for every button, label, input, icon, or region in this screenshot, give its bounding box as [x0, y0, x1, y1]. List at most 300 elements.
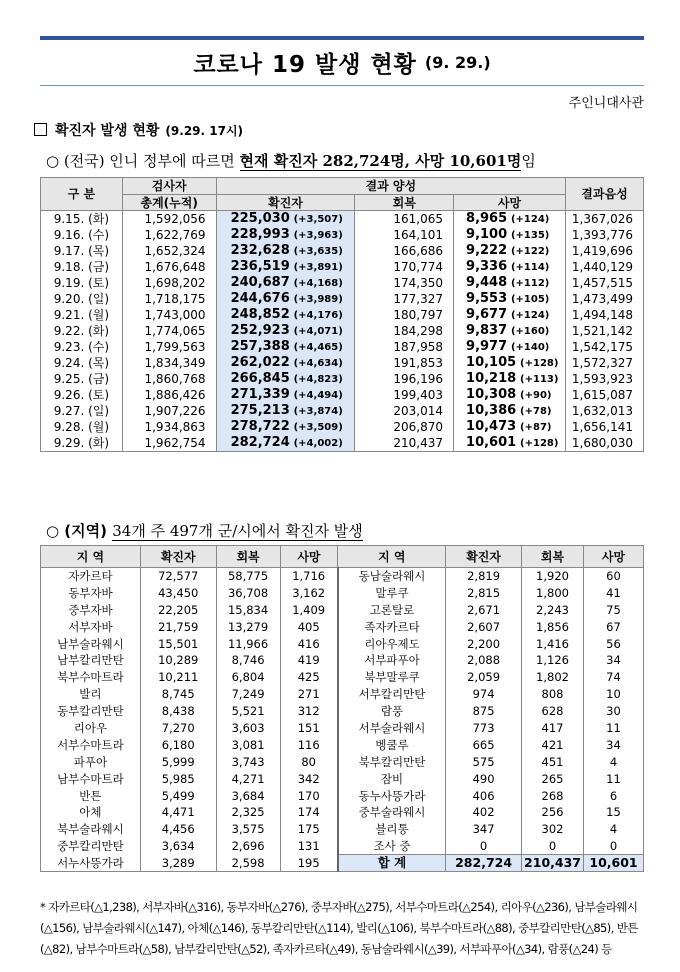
deaths-delta: (+113) [520, 374, 559, 385]
confirmed-delta: (+3,635) [293, 246, 343, 257]
negative-cell: 1,440,129 [565, 259, 643, 275]
region-cell: 425 [280, 669, 338, 686]
recovered-cell: 166,686 [355, 243, 454, 259]
negative-cell: 1,457,515 [565, 275, 643, 291]
report-title-box [40, 36, 644, 86]
deaths-cell [454, 387, 566, 403]
confirmed-value: 244,676 [230, 291, 290, 306]
table-row [41, 227, 644, 243]
table-row [41, 652, 644, 669]
national-stats-table [40, 177, 644, 452]
table-row [41, 601, 644, 618]
region-cell: 30 [584, 703, 644, 720]
region-cell: 동부자바 [41, 584, 141, 601]
deaths-value: 10,386 [466, 403, 517, 418]
deaths-delta: (+135) [510, 230, 550, 241]
region-cell: 175 [280, 821, 338, 838]
region-cell: 벵쿨루 [338, 736, 446, 753]
region-cell: 4 [584, 821, 644, 838]
region-cell: 11 [584, 770, 644, 787]
region-cell: 발리 [41, 686, 141, 703]
region-cell: 116 [280, 736, 338, 753]
region-cell: 875 [446, 703, 522, 720]
deaths-value: 10,105 [466, 355, 517, 370]
recovered-cell: 164,101 [355, 227, 454, 243]
region-cell: 북부술라웨시 [41, 821, 141, 838]
region-cell: 15 [584, 804, 644, 821]
region-cell: 동누사뜽가라 [338, 787, 446, 804]
confirmed-cell [216, 307, 355, 323]
table-row [41, 720, 644, 737]
deaths-cell [454, 339, 566, 355]
national-stats-body [41, 211, 644, 452]
confirmed-cell [216, 243, 355, 259]
date-cell: 9.23. (수) [41, 339, 123, 355]
region-cell: 남부수마트라 [41, 770, 141, 787]
deaths-delta: (+124) [510, 310, 550, 321]
negative-cell: 1,656,141 [565, 419, 643, 435]
tested-cell: 1,860,768 [122, 371, 216, 387]
negative-cell: 1,419,696 [565, 243, 643, 259]
region-cell: 15,834 [216, 601, 280, 618]
deaths-value: 9,553 [466, 291, 508, 306]
tested-cell: 1,676,648 [122, 259, 216, 275]
deaths-delta: (+124) [510, 214, 550, 225]
confirmed-value: 252,923 [230, 323, 290, 338]
date-cell: 9.25. (금) [41, 371, 123, 387]
region-cell: 남부술라웨시 [41, 635, 141, 652]
recovered-cell: 180,797 [355, 307, 454, 323]
table-row [41, 275, 644, 291]
region-cell: 628 [522, 703, 584, 720]
region-cell: 남부칼리만탄 [41, 652, 141, 669]
region-cell: 1,856 [522, 618, 584, 635]
total-cell: 합 계 [338, 855, 446, 872]
confirmed-cell [216, 435, 355, 452]
region-cell: 5,521 [216, 703, 280, 720]
deaths-delta: (+90) [520, 390, 552, 401]
region-cell: 3,743 [216, 753, 280, 770]
region-cell: 151 [280, 720, 338, 737]
region-cell: 256 [522, 804, 584, 821]
national-summary [46, 150, 536, 171]
tested-cell: 1,652,324 [122, 243, 216, 259]
date-cell: 9.18. (금) [41, 259, 123, 275]
region-cell: 174 [280, 804, 338, 821]
region-cell: 1,802 [522, 669, 584, 686]
region-cell: 34 [584, 736, 644, 753]
deaths-cell [454, 307, 566, 323]
confirmed-delta: (+4,002) [293, 438, 343, 449]
region-cell: 1,409 [280, 601, 338, 618]
region-cell: 리아우 [41, 720, 141, 737]
region-cell: 22,205 [140, 601, 216, 618]
recovered-cell: 187,958 [355, 339, 454, 355]
region-cell: 서부술라웨시 [338, 720, 446, 737]
region-cell: 347 [446, 821, 522, 838]
regional-stats-table [40, 545, 644, 872]
table-row [41, 635, 644, 652]
region-cell: 36,708 [216, 584, 280, 601]
region-cell: 773 [446, 720, 522, 737]
confirmed-delta: (+4,494) [293, 390, 343, 401]
region-cell: 417 [522, 720, 584, 737]
deaths-cell [454, 435, 566, 452]
total-cell: 282,724 [446, 855, 522, 872]
table-row [41, 403, 644, 419]
table-row [41, 355, 644, 371]
table-row [41, 339, 644, 355]
region-cell: 13,279 [216, 618, 280, 635]
region-cell: 북부수마트라 [41, 669, 141, 686]
confirmed-delta: (+3,507) [293, 214, 343, 225]
negative-cell: 1,615,087 [565, 387, 643, 403]
section-confirmed-heading [34, 120, 243, 140]
deaths-value: 10,308 [466, 387, 517, 402]
region-cell: 1,800 [522, 584, 584, 601]
confirmed-cell [216, 371, 355, 387]
regional-prefix: ○ (지역) [46, 522, 113, 540]
region-cell: 271 [280, 686, 338, 703]
negative-cell: 1,572,327 [565, 355, 643, 371]
confirmed-cell [216, 227, 355, 243]
tested-cell: 1,592,056 [122, 211, 216, 228]
table-row [41, 435, 644, 452]
total-cell: 210,437 [522, 855, 584, 872]
deaths-value: 10,218 [466, 371, 517, 386]
confirmed-cell [216, 355, 355, 371]
confirmed-value: 282,724 [230, 435, 290, 450]
region-cell: 268 [522, 787, 584, 804]
region-cell: 7,249 [216, 686, 280, 703]
confirmed-value: 240,687 [230, 275, 290, 290]
region-cell: 302 [522, 821, 584, 838]
tested-cell: 1,886,426 [122, 387, 216, 403]
region-cell: 74 [584, 669, 644, 686]
region-cell: 490 [446, 770, 522, 787]
date-cell: 9.17. (목) [41, 243, 123, 259]
region-cell: 575 [446, 753, 522, 770]
regional-header-cell: 사망 [280, 546, 338, 568]
confirmed-value: 257,388 [230, 339, 290, 354]
regional-header-cell: 회복 [522, 546, 584, 568]
deaths-cell [454, 371, 566, 387]
deaths-cell [454, 259, 566, 275]
region-cell: 2,059 [446, 669, 522, 686]
confirmed-value: 232,628 [230, 243, 290, 258]
confirmed-value: 262,022 [230, 355, 290, 370]
region-cell: 0 [584, 838, 644, 855]
region-cell: 4,271 [216, 770, 280, 787]
tested-cell: 1,834,349 [122, 355, 216, 371]
table-row [41, 703, 644, 720]
regional-header-cell: 지 역 [338, 546, 446, 568]
confirmed-delta: (+3,989) [293, 294, 343, 305]
table-row [41, 804, 644, 821]
date-cell: 9.20. (일) [41, 291, 123, 307]
region-cell: 중부칼리만탄 [41, 838, 141, 855]
region-cell: 406 [446, 787, 522, 804]
table-row [41, 770, 644, 787]
region-cell: 4,456 [140, 821, 216, 838]
region-cell: 6 [584, 787, 644, 804]
deaths-value: 9,448 [466, 275, 508, 290]
region-cell: 4,471 [140, 804, 216, 821]
table-row [41, 736, 644, 753]
confirmed-value: 225,030 [230, 211, 290, 226]
table-row [41, 686, 644, 703]
region-cell: 7,270 [140, 720, 216, 737]
region-cell: 파푸아 [41, 753, 141, 770]
deaths-delta: (+105) [510, 294, 550, 305]
deaths-delta: (+140) [510, 342, 550, 353]
report-date: (9. 29.) [424, 53, 491, 72]
region-cell: 고론탈로 [338, 601, 446, 618]
region-cell: 서부수마트라 [41, 736, 141, 753]
deaths-value: 9,222 [466, 243, 508, 258]
region-cell: 1,716 [280, 568, 338, 585]
region-cell: 2,325 [216, 804, 280, 821]
region-cell: 서부칼리만탄 [338, 686, 446, 703]
header-negative: 결과음성 [565, 178, 643, 211]
region-cell: 3,684 [216, 787, 280, 804]
region-cell: 808 [522, 686, 584, 703]
confirmed-delta: (+3,891) [293, 262, 343, 273]
negative-cell: 1,494,148 [565, 307, 643, 323]
date-cell: 9.24. (목) [41, 355, 123, 371]
region-cell: 북부말루쿠 [338, 669, 446, 686]
region-cell: 3,603 [216, 720, 280, 737]
region-cell: 75 [584, 601, 644, 618]
regional-header-cell: 회복 [216, 546, 280, 568]
header-tested-sub: 총계(누적) [122, 195, 216, 211]
recovered-cell: 199,403 [355, 387, 454, 403]
recovered-cell: 174,350 [355, 275, 454, 291]
region-cell: 2,598 [216, 855, 280, 872]
header-recovered: 회복 [355, 195, 454, 211]
region-cell: 416 [280, 635, 338, 652]
region-cell: 5,499 [140, 787, 216, 804]
region-cell: 170 [280, 787, 338, 804]
confirmed-cell [216, 275, 355, 291]
region-cell: 1,920 [522, 568, 584, 585]
tested-cell: 1,743,000 [122, 307, 216, 323]
deaths-value: 10,473 [466, 419, 517, 434]
table-row [41, 584, 644, 601]
confirmed-value: 248,852 [230, 307, 290, 322]
deaths-value: 9,977 [466, 339, 508, 354]
header-tested: 검사자 [122, 178, 216, 195]
date-cell: 9.26. (토) [41, 387, 123, 403]
section-heading-text: 확진자 발생 현황 [55, 123, 160, 139]
region-cell: 342 [280, 770, 338, 787]
region-cell: 67 [584, 618, 644, 635]
deaths-delta: (+114) [510, 262, 550, 273]
tested-cell: 1,698,202 [122, 275, 216, 291]
deaths-cell [454, 323, 566, 339]
region-cell: 419 [280, 652, 338, 669]
table-row [41, 307, 644, 323]
confirmed-cell [216, 211, 355, 228]
header-deaths: 사망 [454, 195, 566, 211]
table-row [41, 243, 644, 259]
table-row [41, 291, 644, 307]
region-cell: 41 [584, 584, 644, 601]
date-cell: 9.27. (일) [41, 403, 123, 419]
table-row [41, 821, 644, 838]
deaths-delta: (+160) [510, 326, 550, 337]
deaths-delta: (+122) [510, 246, 550, 257]
recovered-cell: 161,065 [355, 211, 454, 228]
region-cell: 족자카르타 [338, 618, 446, 635]
date-cell: 9.15. (화) [41, 211, 123, 228]
tested-cell: 1,934,863 [122, 419, 216, 435]
recovered-cell: 210,437 [355, 435, 454, 452]
region-cell: 서누사뜽가라 [41, 855, 141, 872]
section-time: (9.29. 17시) [165, 124, 244, 138]
recovered-cell: 203,014 [355, 403, 454, 419]
region-cell: 56 [584, 635, 644, 652]
region-cell: 2,671 [446, 601, 522, 618]
table-row [41, 838, 644, 855]
negative-cell: 1,473,499 [565, 291, 643, 307]
region-cell: 58,775 [216, 568, 280, 585]
regional-header-cell: 확진자 [446, 546, 522, 568]
region-cell: 자카르타 [41, 568, 141, 585]
confirmed-cell [216, 339, 355, 355]
region-cell: 3,162 [280, 584, 338, 601]
table-row [41, 387, 644, 403]
confirmed-delta: (+3,874) [293, 406, 343, 417]
region-cell: 405 [280, 618, 338, 635]
checkbox-square-icon [34, 123, 47, 136]
negative-cell: 1,632,013 [565, 403, 643, 419]
table-row [41, 568, 644, 585]
summary-prefix: ○ (전국) 인니 정부에 따르면 [46, 152, 240, 170]
confirmed-value: 278,722 [230, 419, 290, 434]
deaths-cell [454, 419, 566, 435]
region-cell: 5,985 [140, 770, 216, 787]
confirmed-value: 236,519 [230, 259, 290, 274]
deaths-cell [454, 291, 566, 307]
confirmed-delta: (+4,176) [293, 310, 343, 321]
region-cell: 43,450 [140, 584, 216, 601]
region-cell: 11 [584, 720, 644, 737]
regional-header-cell: 확진자 [140, 546, 216, 568]
region-cell: 72,577 [140, 568, 216, 585]
confirmed-delta: (+4,168) [293, 278, 343, 289]
table-row [41, 211, 644, 228]
deaths-cell [454, 355, 566, 371]
footnote: * 자카르타(△1,238), 서부자바(△316), 동부자바(△276), 중부자바(△275), 서부수마트라(△254), 리아우(△236), 남부술라웨시(△156), 남부술라웨시(△147), 아체(△146), 동부칼리만탄(△114), 발리(△106), 북부수마트라(△88), 중부칼리만탄(△85), 반튼(△82), 남부수마트라(△58), 남부칼리만탄(△52), 족자카르타(△49), 동남술라웨시(△39), 서부파푸아(△34), 람풍(△24) 등 [40, 900, 638, 956]
deaths-cell [454, 211, 566, 228]
region-cell: 서부자바 [41, 618, 141, 635]
region-cell: 60 [584, 568, 644, 585]
region-cell: 2,200 [446, 635, 522, 652]
tested-cell: 1,774,065 [122, 323, 216, 339]
date-cell: 9.19. (토) [41, 275, 123, 291]
region-cell: 195 [280, 855, 338, 872]
table-row [41, 419, 644, 435]
negative-cell: 1,593,923 [565, 371, 643, 387]
confirmed-cell [216, 419, 355, 435]
region-cell: 중부자바 [41, 601, 141, 618]
confirmed-delta: (+4,071) [293, 326, 343, 337]
region-cell: 3,081 [216, 736, 280, 753]
region-cell: 2,696 [216, 838, 280, 855]
regional-header-cell: 사망 [584, 546, 644, 568]
region-cell: 8,438 [140, 703, 216, 720]
tested-cell: 1,907,226 [122, 403, 216, 419]
region-cell: 421 [522, 736, 584, 753]
region-cell: 2,088 [446, 652, 522, 669]
region-cell: 2,243 [522, 601, 584, 618]
region-cell: 반튼 [41, 787, 141, 804]
deaths-value: 8,965 [466, 211, 508, 226]
negative-cell: 1,542,175 [565, 339, 643, 355]
region-cell: 10,289 [140, 652, 216, 669]
deaths-delta: (+78) [520, 406, 552, 417]
recovered-cell: 184,298 [355, 323, 454, 339]
regional-header-row [41, 546, 644, 568]
deaths-cell [454, 227, 566, 243]
regional-header-cell: 지 역 [41, 546, 141, 568]
region-cell: 4 [584, 753, 644, 770]
date-cell: 9.22. (화) [41, 323, 123, 339]
table-row [41, 753, 644, 770]
recovered-cell: 177,327 [355, 291, 454, 307]
confirmed-cell [216, 323, 355, 339]
region-cell: 402 [446, 804, 522, 821]
table-row [41, 618, 644, 635]
region-cell: 2,819 [446, 568, 522, 585]
confirmed-value: 266,845 [230, 371, 290, 386]
date-cell: 9.16. (수) [41, 227, 123, 243]
region-cell: 80 [280, 753, 338, 770]
tested-cell: 1,622,769 [122, 227, 216, 243]
region-cell: 리아우제도 [338, 635, 446, 652]
date-cell: 9.29. (화) [41, 435, 123, 452]
region-cell: 15,501 [140, 635, 216, 652]
confirmed-cell [216, 291, 355, 307]
region-cell: 1,416 [522, 635, 584, 652]
confirmed-value: 228,993 [230, 227, 290, 242]
region-cell: 8,746 [216, 652, 280, 669]
date-cell: 9.21. (월) [41, 307, 123, 323]
region-cell: 북부칼리만탄 [338, 753, 446, 770]
deaths-delta: (+112) [510, 278, 550, 289]
region-cell: 블리통 [338, 821, 446, 838]
table-row [41, 787, 644, 804]
tested-cell: 1,799,563 [122, 339, 216, 355]
table-row [41, 259, 644, 275]
deaths-delta: (+128) [520, 358, 559, 369]
region-cell: 21,759 [140, 618, 216, 635]
header-date: 구 분 [41, 178, 123, 211]
table-row [41, 855, 644, 872]
deaths-value: 9,837 [466, 323, 508, 338]
region-cell: 3,575 [216, 821, 280, 838]
region-cell: 11,966 [216, 635, 280, 652]
confirmed-cell [216, 387, 355, 403]
deaths-value: 9,100 [466, 227, 508, 242]
region-cell: 서부파푸아 [338, 652, 446, 669]
region-cell: 1,126 [522, 652, 584, 669]
table-row [41, 323, 644, 339]
confirmed-delta: (+3,509) [293, 422, 343, 433]
region-cell: 6,180 [140, 736, 216, 753]
deaths-cell [454, 243, 566, 259]
